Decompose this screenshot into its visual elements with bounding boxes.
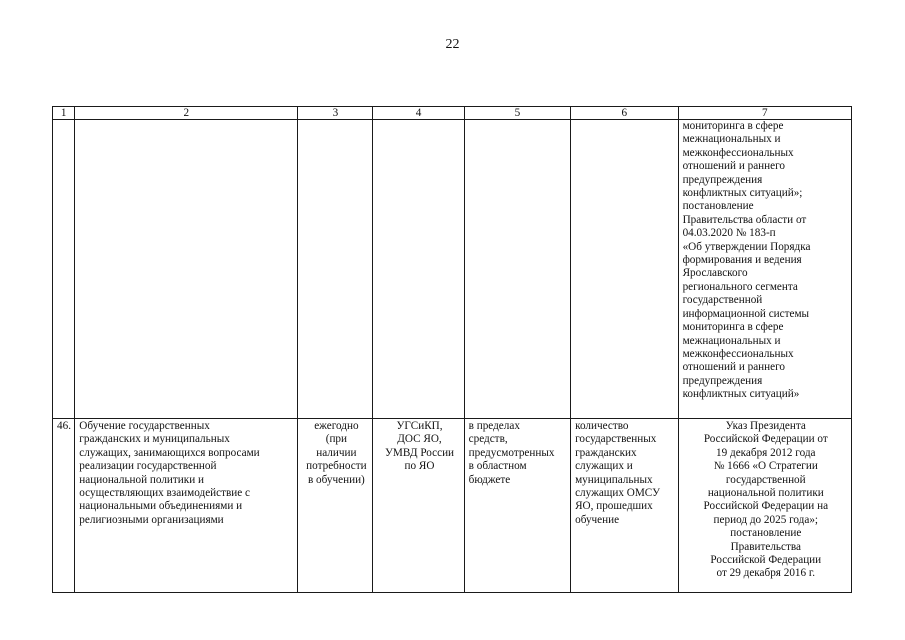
column-number-7: 7 — [678, 107, 851, 120]
table-row-46 — [53, 419, 852, 593]
column-number-2: 2 — [75, 107, 298, 120]
cell-indicator — [571, 120, 678, 419]
cell-number — [53, 419, 75, 593]
cell-indicator — [571, 419, 678, 593]
cell-basis — [678, 419, 851, 593]
activity-text: Обучение государственных гражданских и муниципальных служащих, занимающихся вопросами реализации государственной национальной политики и осуществляющих взаимодействие с национальными объединениями и религиозными организациями — [79, 420, 260, 526]
column-number-6: 6 — [571, 107, 678, 120]
cell-activity — [75, 419, 298, 593]
basis-text: Указ Президента Российской Федерации от 19 декабря 2012 года № 1666 «О Стратегии государственной национальной политики Российской Федерации на период до 2025 года»; постановление Правительства Российской Федерации от 29 декабря 2016 г. — [703, 420, 829, 580]
cell-basis — [678, 120, 851, 419]
cell-funding — [464, 120, 570, 419]
executors-text: УГСиКП, ДОС ЯО, УМВД России по ЯО — [384, 420, 455, 473]
cell-activity — [75, 120, 298, 419]
table-header-row — [53, 107, 852, 120]
indicator-text: количество государственных гражданских служащих и муниципальных служащих ОМСУ ЯО, прошедших обучение — [575, 420, 661, 526]
plan-table — [52, 106, 852, 593]
cell-executors — [373, 120, 464, 419]
period-text: ежегодно (при наличии потребности в обучении) — [306, 420, 367, 486]
column-number-1: 1 — [53, 107, 75, 120]
funding-text: в пределах средств, предусмотренных в областном бюджете — [468, 420, 555, 486]
cell-period — [298, 120, 373, 419]
column-number-4: 4 — [373, 107, 464, 120]
table-row-continuation — [53, 120, 852, 419]
item-number: 46. — [57, 420, 71, 432]
cell-funding — [464, 419, 570, 593]
cell-number — [53, 120, 75, 419]
column-number-3: 3 — [298, 107, 373, 120]
cell-executors — [373, 419, 464, 593]
column-number-5: 5 — [464, 107, 570, 120]
page-number: 22 — [445, 37, 460, 52]
cell-period — [298, 419, 373, 593]
basis-text-continued: мониторинга в сфере межнациональных и межконфессиональных отношений и раннего предупреждения конфликтных ситуаций»; постановление Правительства области от 04.03.2020 № 183-п «Об утверждении Порядка формирования и ведения Ярославского регионального сегмента государственной информационной системы мониторинга в сфере межнациональных и межконфессиональных отношений и раннего предупреждения конфликтных ситуаций» — [682, 120, 811, 401]
